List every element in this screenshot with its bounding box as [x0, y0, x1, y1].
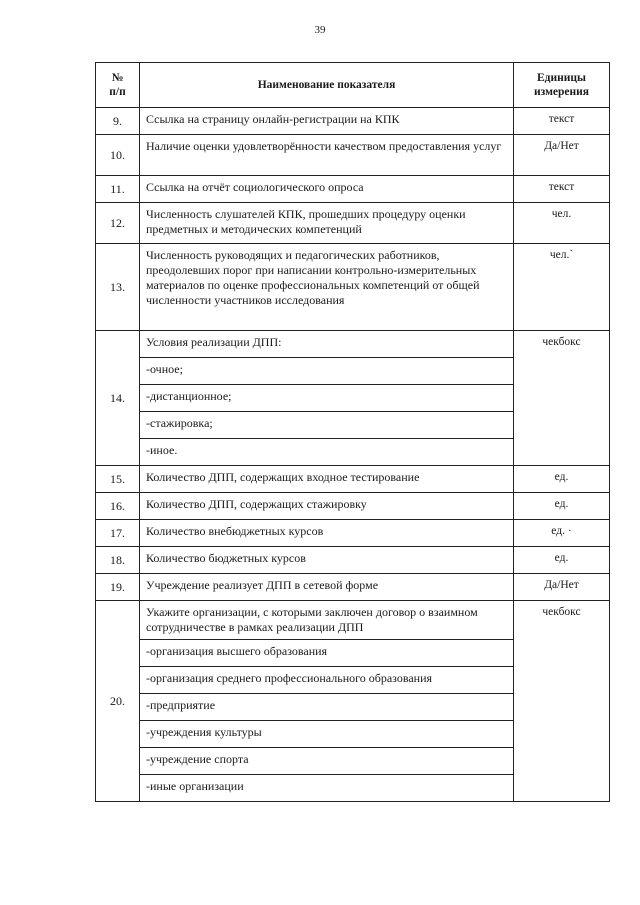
- table-row: [96, 520, 610, 547]
- unit-of-measure: текст: [514, 176, 610, 203]
- row-number: 16.: [96, 493, 140, 520]
- row-number: 11.: [96, 176, 140, 203]
- indicator-name: Численность руководящих и педагогических работников, преодолевших порог при написании контрольно-измерительных материалов по оценке профессиональных компетенций от общей численности участников исследования: [140, 244, 514, 331]
- option-item: -предприятие: [140, 694, 514, 721]
- indicator-name: Укажите организации, с которыми заключен договор о взаимном сотрудничестве в рамках реализации ДПП: [140, 601, 514, 640]
- table-row: [96, 135, 610, 176]
- indicator-name: Количество внебюджетных курсов: [140, 520, 514, 547]
- table-row: [96, 176, 610, 203]
- table-row: [96, 466, 610, 493]
- header-indicator-name: Наименование показателя: [140, 63, 514, 108]
- row-number: 15.: [96, 466, 140, 493]
- row-number: 12.: [96, 203, 140, 244]
- option-item: -иное.: [140, 439, 514, 466]
- row-number: 19.: [96, 574, 140, 601]
- table-row: [96, 493, 610, 520]
- option-item: -дистанционное;: [140, 385, 514, 412]
- unit-of-measure: ед.: [514, 466, 610, 493]
- unit-of-measure: ед. ·: [514, 520, 610, 547]
- indicator-name: Условия реализации ДПП:: [140, 331, 514, 358]
- page-number: 39: [314, 24, 326, 36]
- indicator-name: Ссылка на страницу онлайн-регистрации на КПК: [140, 108, 514, 135]
- table-row: [96, 574, 610, 601]
- indicator-name: Количество ДПП, содержащих стажировку: [140, 493, 514, 520]
- row-number: 9.: [96, 108, 140, 135]
- indicator-name: Численность слушателей КПК, прошедших процедуру оценки предметных и методических компетенций: [140, 203, 514, 244]
- row-number: 18.: [96, 547, 140, 574]
- indicator-name: Количество бюджетных курсов: [140, 547, 514, 574]
- header-number: № п/п: [96, 63, 140, 108]
- unit-of-measure: чекбокс: [514, 601, 610, 802]
- option-item: -стажировка;: [140, 412, 514, 439]
- row-number: 14.: [96, 331, 140, 466]
- table-row: [96, 244, 610, 331]
- row-number: 10.: [96, 135, 140, 176]
- indicator-name: Наличие оценки удовлетворённости качеством предоставления услуг: [140, 135, 514, 176]
- table-row: [96, 601, 610, 640]
- unit-of-measure: ед.: [514, 493, 610, 520]
- option-item: -организация высшего образования: [140, 640, 514, 667]
- table-row: [96, 108, 610, 135]
- table-row: [96, 203, 610, 244]
- unit-of-measure: ед.: [514, 547, 610, 574]
- option-item: -организация среднего профессионального образования: [140, 667, 514, 694]
- indicator-name: Ссылка на отчёт социологического опроса: [140, 176, 514, 203]
- unit-of-measure: текст: [514, 108, 610, 135]
- indicator-name: Количество ДПП, содержащих входное тестирование: [140, 466, 514, 493]
- unit-of-measure: Да/Нет: [514, 574, 610, 601]
- option-item: -очное;: [140, 358, 514, 385]
- unit-of-measure: Да/Нет: [514, 135, 610, 176]
- unit-of-measure: чел.`: [514, 244, 610, 331]
- indicator-name: Учреждение реализует ДПП в сетевой форме: [140, 574, 514, 601]
- table-body: [96, 108, 610, 802]
- option-item: -иные организации: [140, 775, 514, 802]
- unit-of-measure: чел.: [514, 203, 610, 244]
- indicators-table: [95, 62, 610, 802]
- row-number: 13.: [96, 244, 140, 331]
- option-item: -учреждение спорта: [140, 748, 514, 775]
- row-number: 17.: [96, 520, 140, 547]
- row-number: 20.: [96, 601, 140, 802]
- table-row: [96, 547, 610, 574]
- table-header-row: [96, 63, 610, 108]
- table-row: [96, 331, 610, 358]
- unit-of-measure: чекбокс: [514, 331, 610, 466]
- header-units: Единицы измерения: [514, 63, 610, 108]
- option-item: -учреждения культуры: [140, 721, 514, 748]
